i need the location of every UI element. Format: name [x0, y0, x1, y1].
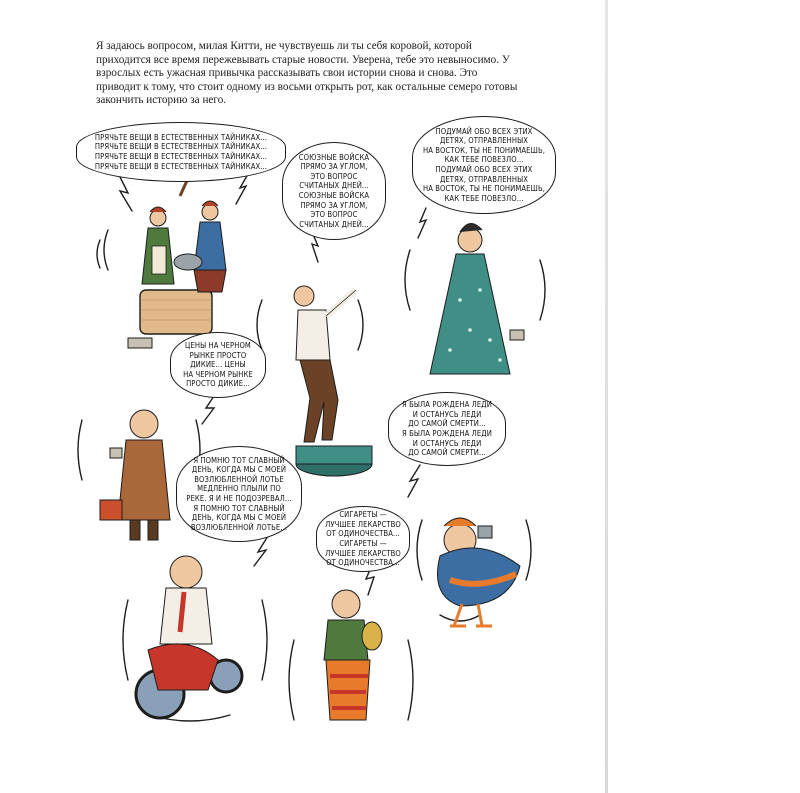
- bald-man-toy: [100, 410, 170, 540]
- speech-text: СИГАРЕТЫ — ЛУЧШЕЕ ЛЕКАРСТВО ОТ ОДИНОЧЕСТВА... СИГАРЕТЫ — ЛУЧШЕЕ ЛЕКАРСТВО ОТ ОДИНОЧЕСТВА...: [325, 510, 401, 568]
- speech-bubble-black-market: [170, 332, 266, 398]
- speech-text: ПОДУМАЙ ОБО ВСЕХ ЭТИХ ДЕТЯХ, ОТПРАВЛЕННЫХ НА ВОСТОК, ТЫ НЕ ПОНИМАЕШЬ, КАК ТЕБЕ ПОВЕЗЛО... ПОДУМАЙ ОБО ВСЕХ ЭТИХ ДЕТЯХ, ОТПРАВЛЕННЫХ НА ВОСТОК, ТЫ НЕ ПОНИМАЕШЬ, КАК ТЕБЕ ПОВЕЗЛО...: [422, 126, 546, 203]
- speech-bubble-allied-troops: [282, 142, 386, 240]
- speech-text: Я ПОМНЮ ТОТ СЛАВНЫЙ ДЕНЬ, КОГДА МЫ С МОЕЙ ВОЗЛЮБЛЕННОЙ ЛОТЬЕ МЕДЛЕННО ПЛЫЛИ ПО РЕКЕ. Я И НЕ ПОДОЗРЕВАЛ... Я ПОМНЮ ТОТ СЛАВНЫЙ ДЕНЬ, КОГДА МЫ С МОЕЙ ВОЗЛЮБЛЕННОЙ ЛОТЬЕ...: [186, 455, 292, 532]
- speech-text: ЦЕНЫ НА ЧЕРНОМ РЫНКЕ ПРОСТО ДИКИЕ... ЦЕНЫ НА ЧЕРНОМ РЫНКЕ ПРОСТО ДИКИЕ...: [183, 341, 253, 389]
- cymbal-man-toy: [324, 590, 382, 720]
- intro-paragraph: Я задаюсь вопросом, милая Китти, не чувствуешь ли ты себя коровой, которой приходится все время пережевывать старые новости. Уверена, тебе это невыносимо. У взрослых есть ужасная привычка рассказывать свои истории снова и снова. Это приводит к тому, что стоит одному из восьми открыть рот, как остальные семеро готовы закончить историю за него.: [96, 40, 518, 107]
- dancing-man-toy: [294, 286, 372, 476]
- lady-teal-toy: [430, 223, 524, 374]
- speech-bubble-cigarettes: [316, 506, 410, 572]
- speech-bubble-born-lady: [388, 392, 506, 466]
- speech-text: СОЮЗНЫЕ ВОЙСКА ПРЯМО ЗА УГЛОМ, ЭТО ВОПРОС СЧИТАНЫХ ДНЕЙ... СОЮЗНЫЕ ВОЙСКА ПРЯМО ЗА УГЛОМ, ЭТО ВОПРОС СЧИТАНЫХ ДНЕЙ...: [298, 152, 370, 229]
- speech-bubble-glorious-day: [176, 446, 302, 542]
- women-toy: [128, 174, 226, 348]
- hen-toy: [438, 518, 521, 626]
- tricycle-man-toy: [136, 556, 242, 718]
- speech-text: ПРЯЧЬТЕ ВЕЩИ В ЕСТЕСТВЕННЫХ ТАЙНИКАХ... ПРЯЧЬТЕ ВЕЩИ В ЕСТЕСТВЕННЫХ ТАЙНИКАХ... ПРЯЧЬТЕ ВЕЩИ В ЕСТЕСТВЕННЫХ ТАЙНИКАХ... ПРЯЧЬТЕ ВЕЩИ В ЕСТЕСТВЕННЫХ ТАЙНИКАХ...: [94, 132, 268, 171]
- speech-bubble-children-east: [412, 116, 556, 214]
- speech-text: Я БЫЛА РОЖДЕНА ЛЕДИ И ОСТАНУСЬ ЛЕДИ ДО САМОЙ СМЕРТИ... Я БЫЛА РОЖДЕНА ЛЕДИ И ОСТАНУСЬ ЛЕДИ ДО САМОЙ СМЕРТИ...: [402, 400, 492, 458]
- speech-bubble-hidden-things: [76, 122, 286, 182]
